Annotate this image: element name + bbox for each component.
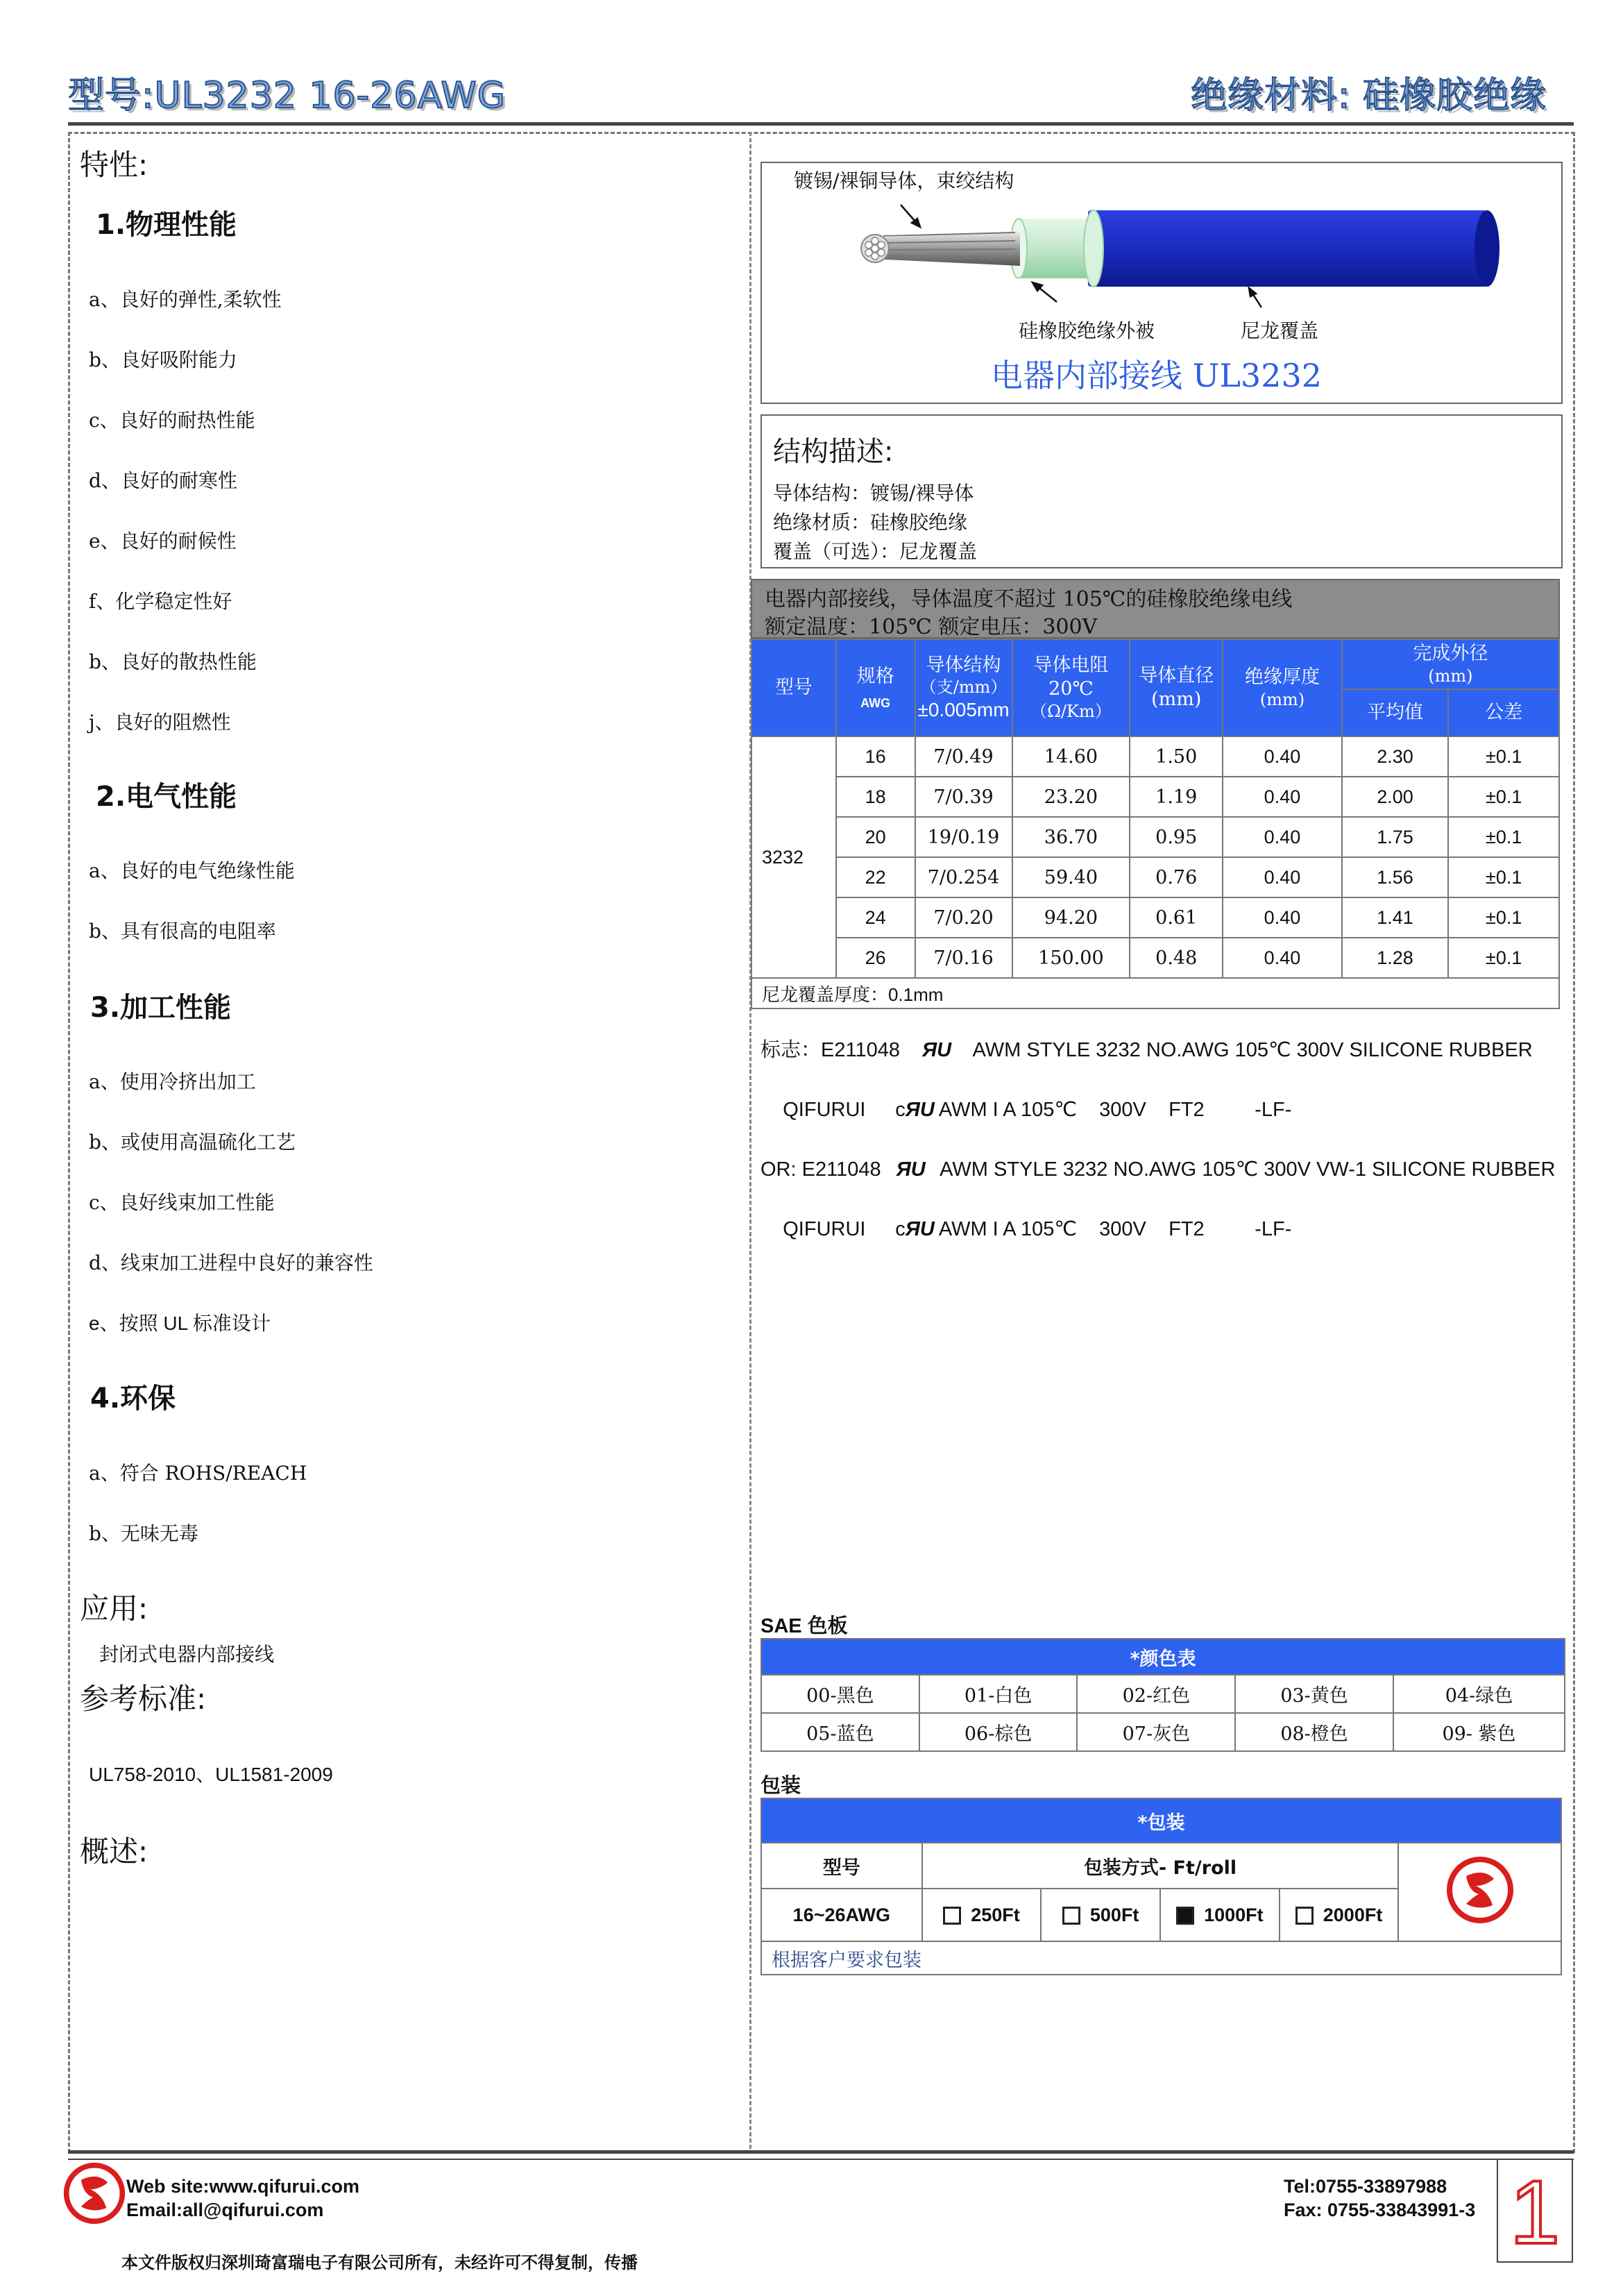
col-header-tol: 公差 [1448, 689, 1559, 736]
table-cell: 1.28 [1342, 938, 1449, 978]
spec-desc-1: 电器内部接线，导体温度不超过 105℃的硅橡胶绝缘电线 [765, 587, 1293, 611]
page-number: 1 [1497, 2159, 1573, 2263]
table-cell: 94.20 [1012, 897, 1130, 938]
table-cell: ±0.1 [1448, 736, 1559, 777]
color-cell: 01-白色 [919, 1675, 1078, 1713]
list-item: j、良好的阻燃性 [89, 711, 231, 734]
table-cell: 7/0.39 [915, 777, 1012, 817]
telephone: Tel:0755-33897988 [1284, 2176, 1447, 2197]
table-cell: 0.76 [1130, 857, 1223, 897]
nylon-jacket [1088, 210, 1487, 287]
table-cell: 59.40 [1012, 857, 1130, 897]
cul-icon: ЯU [905, 1218, 935, 1240]
packing-type-header: 型号 [761, 1843, 922, 1889]
table-cell: 0.40 [1223, 938, 1342, 978]
table-cell: 7/0.49 [915, 736, 1012, 777]
col-header-type: 型号 [751, 639, 836, 736]
checkbox-icon[interactable] [1062, 1907, 1080, 1925]
marking-line: AWM STYLE 3232 NO.AWG 105℃ 300V VW-1 SILICONE RUBBER [940, 1158, 1556, 1181]
color-cell: 08-橙色 [1235, 1713, 1393, 1751]
spec-description-band [751, 579, 1560, 639]
website: Web site:www.qifurui.com [126, 2176, 360, 2197]
table-cell: ±0.1 [1448, 897, 1559, 938]
standard-text: UL758-2010、UL1581-2009 [89, 1764, 333, 1785]
color-cell: 04-绿色 [1393, 1675, 1565, 1713]
footer-rule-bottom [68, 2159, 1574, 2160]
table-cell: 150.00 [1012, 938, 1130, 978]
color-cell: 02-红色 [1077, 1675, 1235, 1713]
list-item: f、化学稳定性好 [89, 590, 232, 613]
email: Email:all@qifurui.com [126, 2200, 324, 2220]
table-cell: 1.56 [1342, 857, 1449, 897]
table-cell: 16 [836, 736, 915, 777]
label-nylon: 尼龙覆盖 [1241, 319, 1319, 342]
table-cell: 26 [836, 938, 915, 978]
footer-logo-icon [61, 2160, 128, 2227]
col-header-thickness [1223, 639, 1342, 736]
col-header-resistance [1012, 639, 1130, 736]
color-table [760, 1638, 1565, 1752]
packing-option-250[interactable] [922, 1889, 1042, 1941]
table-cell: 2.00 [1342, 777, 1449, 817]
overview-title: 概述: [80, 1834, 148, 1868]
application-text: 封闭式电器内部接线 [99, 1643, 275, 1666]
gauge-label: 规格 [856, 665, 894, 687]
col-header-od [1342, 639, 1559, 689]
list-item: c、良好的耐热性能 [89, 409, 255, 432]
table-cell: ±0.1 [1448, 777, 1559, 817]
list-item: b、无味无毒 [89, 1522, 198, 1545]
color-table-title: *颜色表 [761, 1639, 1565, 1675]
od-label: 完成外径 [1413, 643, 1488, 665]
section-title: 2.电气性能 [96, 781, 237, 813]
table-cell: 0.40 [1223, 857, 1342, 897]
list-item: a、使用冷挤出加工 [89, 1070, 256, 1093]
features-title: 特性: [80, 148, 148, 182]
od-unit: (mm) [1428, 666, 1473, 686]
packing-table-title: *包装 [761, 1798, 1561, 1843]
resistance-unit: （Ω/Km） [1030, 701, 1112, 721]
structure-tolerance: ±0.005mm [917, 699, 1010, 721]
insulation-title: 绝缘材料: 硅橡胶绝缘 [1190, 75, 1547, 117]
resistance-temp: 20℃ [1048, 678, 1094, 700]
section-title: 1.物理性能 [96, 209, 237, 241]
packing-option-2000[interactable] [1280, 1889, 1399, 1941]
checkbox-icon[interactable] [943, 1907, 961, 1925]
list-item: d、线束加工进程中良好的兼容性 [89, 1251, 373, 1274]
table-cell: 0.40 [1223, 777, 1342, 817]
company-logo-cell [1398, 1843, 1561, 1941]
table-cell: ±0.1 [1448, 938, 1559, 978]
fax: Fax: 0755-33843991-3 [1284, 2200, 1476, 2220]
table-cell: 0.61 [1130, 897, 1223, 938]
color-cell: 00-黑色 [761, 1675, 919, 1713]
ul-recognized-icon: ЯU [896, 1158, 926, 1181]
option-label: 500Ft [1089, 1904, 1139, 1925]
option-label: 2000Ft [1323, 1904, 1383, 1925]
column-divider [749, 132, 751, 2149]
list-item: a、良好的弹性,柔软性 [89, 288, 282, 311]
list-item: c、良好线束加工性能 [89, 1191, 275, 1214]
col-header-gauge [836, 639, 915, 736]
copyright: 本文件版权归深圳琦富瑞电子有限公司所有，未经许可不得复制，传播 [121, 2253, 638, 2272]
company-logo-icon [1445, 1855, 1515, 1925]
list-item: b、或使用高温硫化工艺 [89, 1131, 296, 1154]
list-item: d、良好的耐寒性 [89, 469, 237, 492]
structure-box [760, 414, 1563, 568]
list-item: a、符合 ROHS/REACH [89, 1462, 307, 1485]
table-cell: 1.41 [1342, 897, 1449, 938]
option-label: 250Ft [971, 1904, 1020, 1925]
color-cell: 05-蓝色 [761, 1713, 919, 1751]
header-rule [68, 122, 1574, 126]
table-cell: 14.60 [1012, 736, 1130, 777]
structure-line: 覆盖（可选）：尼龙覆盖 [773, 540, 978, 563]
ul-c-prefix: c [895, 1218, 906, 1240]
nylon-jacket-end [1475, 210, 1499, 287]
ul-c-prefix: c [895, 1099, 906, 1121]
table-cell: 7/0.16 [915, 938, 1012, 978]
marking-line: 标志：E211048 [760, 1039, 900, 1061]
color-cell: 03-黄色 [1235, 1675, 1393, 1713]
table-cell: 19/0.19 [915, 817, 1012, 857]
list-item: e、良好的耐候性 [89, 530, 237, 552]
marking-block [760, 1036, 1565, 1274]
checkbox-checked-icon[interactable] [1176, 1907, 1194, 1925]
list-item: b、具有很高的电阻率 [89, 920, 276, 943]
col-header-avg: 平均值 [1342, 689, 1449, 736]
table-cell: 2.30 [1342, 736, 1449, 777]
table-cell: 22 [836, 857, 915, 897]
resistance-label: 导体电阻 [1033, 655, 1109, 677]
list-item: e、按照 UL 标准设计 [89, 1312, 271, 1334]
packing-option-500[interactable] [1041, 1889, 1160, 1941]
marking-line: AWM I A 105℃ 300V FT2 -LF- [938, 1099, 1292, 1121]
table-cell: 23.20 [1012, 777, 1130, 817]
structure-line: 导体结构：镀锡/裸导体 [773, 482, 974, 505]
checkbox-icon[interactable] [1295, 1907, 1314, 1925]
thickness-unit: (mm) [1259, 689, 1305, 709]
table-cell: 0.40 [1223, 736, 1342, 777]
gauge-unit: AWG [860, 695, 891, 710]
structure-label: 导体结构 [926, 654, 1001, 676]
color-cell: 09- 紫色 [1393, 1713, 1565, 1751]
table-cell: 36.70 [1012, 817, 1130, 857]
list-item: b、良好的散热性能 [89, 650, 257, 673]
spec-table [751, 639, 1560, 1009]
diagram-caption: 电器内部接线 UL3232 [991, 357, 1323, 394]
structure-unit: （支/mm） [919, 677, 1008, 698]
standard-title: 参考标准: [80, 1682, 207, 1716]
table-cell: 20 [836, 817, 915, 857]
packing-type-value: 16~26AWG [761, 1889, 922, 1941]
color-cell: 06-棕色 [919, 1713, 1078, 1751]
table-cell: ±0.1 [1448, 817, 1559, 857]
list-item: b、良好吸附能力 [89, 348, 237, 371]
marking-line: OR: E211048 [760, 1158, 881, 1181]
table-cell: 24 [836, 897, 915, 938]
col-header-structure [915, 639, 1012, 736]
packing-title: 包装 [760, 1775, 801, 1797]
table-cell: 1.19 [1130, 777, 1223, 817]
col-header-diameter [1130, 639, 1223, 736]
table-cell: 0.40 [1223, 897, 1342, 938]
list-item: a、良好的电气绝缘性能 [89, 859, 295, 882]
packing-note: 根据客户要求包装 [761, 1941, 1561, 1975]
type-cell: 3232 [751, 736, 836, 978]
marking-line: AWM I A 105℃ 300V FT2 -LF- [938, 1218, 1292, 1240]
table-cell: 0.48 [1130, 938, 1223, 978]
thickness-label: 绝缘厚度 [1244, 666, 1320, 689]
table-cell: ±0.1 [1448, 857, 1559, 897]
packing-option-1000[interactable] [1160, 1889, 1280, 1941]
marking-brand: QIFURUI [783, 1099, 866, 1121]
spec-desc-2: 额定温度：105℃ 额定电压：300V [765, 615, 1098, 639]
cul-icon: ЯU [905, 1099, 935, 1121]
table-cell: 1.75 [1342, 817, 1449, 857]
packing-method-header: 包装方式- Ft/roll [922, 1843, 1399, 1889]
table-cell: 0.40 [1223, 817, 1342, 857]
table-cell: 0.95 [1130, 817, 1223, 857]
section-title: 3.加工性能 [90, 992, 232, 1024]
packing-table [760, 1798, 1562, 1975]
application-title: 应用: [80, 1592, 148, 1626]
structure-title: 结构描述: [773, 436, 894, 468]
label-conductor: 镀锡/裸铜导体，束绞结构 [794, 169, 1014, 192]
table-cell: 18 [836, 777, 915, 817]
structure-line: 绝缘材质：硅橡胶绝缘 [773, 511, 968, 534]
diameter-label: 导体直径(mm) [1139, 665, 1214, 710]
marking-line: AWM STYLE 3232 NO.AWG 105℃ 300V SILICONE RUBBER [972, 1039, 1533, 1061]
sae-title: SAE 色板 [760, 1615, 848, 1637]
spec-footer: 尼龙覆盖厚度：0.1mm [751, 978, 1559, 1008]
marking-brand: QIFURUI [783, 1218, 866, 1240]
table-cell: 7/0.20 [915, 897, 1012, 938]
table-cell: 7/0.254 [915, 857, 1012, 897]
label-insulation: 硅橡胶绝缘外被 [1019, 319, 1155, 342]
footer-rule-top [68, 2150, 1574, 2154]
cable-diagram-box [760, 162, 1563, 404]
color-cell: 07-灰色 [1077, 1713, 1235, 1751]
model-title: 型号:UL3232 16-26AWG [68, 75, 506, 117]
ul-recognized-icon: ЯU [921, 1039, 952, 1061]
section-title: 4.环保 [90, 1383, 176, 1415]
option-label: 1000Ft [1204, 1904, 1264, 1925]
table-cell: 1.50 [1130, 736, 1223, 777]
